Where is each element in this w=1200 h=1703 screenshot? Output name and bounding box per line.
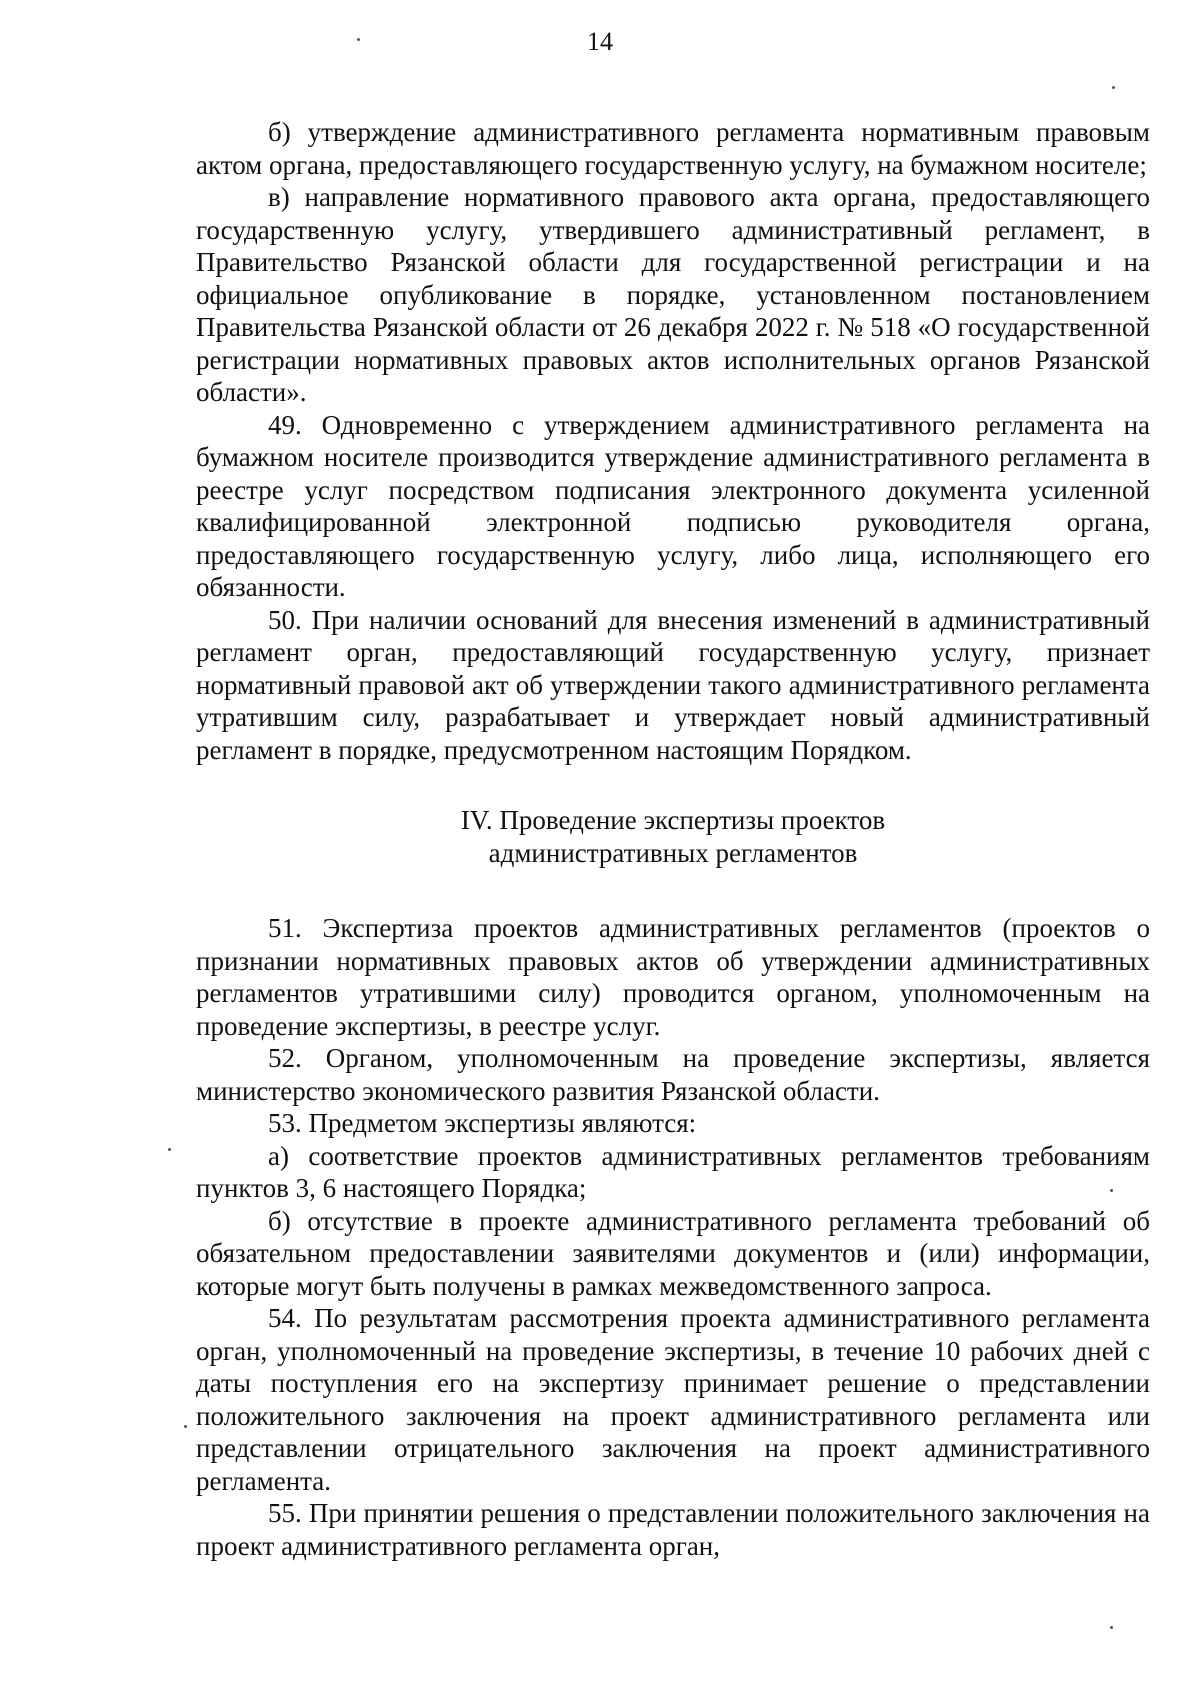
paragraph-50: 50. При наличии оснований для внесения изменений в административный регламент орган, предоставляющий государственную услугу, признает нормативный правовой акт об утверждении такого административного регламента утратившим силу, разрабатывает и утверждает новый административный регламент в порядке, предусмотренном настоящим Порядком. — [196, 604, 1150, 765]
scan-speck — [1110, 1189, 1113, 1192]
scan-speck — [1110, 1626, 1113, 1629]
paragraph-v-submission: в) направление нормативного правового акта органа, предоставляющего государственную услугу, утвердившего административный регламент, в Правительство Рязанской области для государственной регистрации и на официальное опубликование в порядке, установленном постановлением Правительства Рязанской области от 26 декабря 2022 г. № 518 «О государственной регистрации нормативных правовых актов исполнительных органов Рязанской области». — [196, 182, 1150, 407]
paragraph-53-a: а) соответствие проектов административных регламентов требованиям пунктов 3, 6 настоящего Порядка; — [196, 1140, 1150, 1203]
paragraph-54: 54. По результатам рассмотрения проекта административного регламента орган, уполномоченный на проведение экспертизы, в течение 10 рабочих дней с даты поступления его на экспертизу принимает решение о представлении положительного заключения на проект административного регламента или представлении отрицательного заключения на проект административного регламента. — [196, 1303, 1150, 1496]
section-heading-line-2: административных регламентов — [488, 838, 858, 868]
paragraph-51: 51. Экспертиза проектов административных регламентов (проектов о признании нормативных правовых актов об утверждении административных регламентов утратившими силу) проводится органом, уполномоченным на проведение экспертизы, в реестре услуг. — [196, 913, 1150, 1041]
document-body — [196, 116, 1150, 1562]
paragraph-52: 52. Органом, уполномоченным на проведение экспертизы, является министерство экономического развития Рязанской области. — [196, 1043, 1150, 1106]
section-heading-iv — [196, 804, 1150, 870]
page-number: 14 — [587, 27, 613, 56]
scan-speck — [357, 38, 360, 41]
paragraph-49: 49. Одновременно с утверждением административного регламента на бумажном носителе производится утверждение административного регламента в реестре услуг посредством подписания электронного документа усиленной квалифицированной электронной подписью руководителя органа, предоставляющего государственную услугу, либо лица, исполняющего его обязанности. — [196, 409, 1150, 602]
section-heading-line-1: IV. Проведение экспертизы проектов — [460, 805, 886, 835]
scan-speck — [184, 1425, 187, 1428]
scan-speck — [168, 1148, 171, 1151]
paragraph-55: 55. При принятии решения о представлении положительного заключения на проект административного регламента орган, — [196, 1498, 1150, 1561]
scan-speck — [1112, 86, 1115, 89]
paragraph-53-b: б) отсутствие в проекте административного регламента требований об обязательном предоставлении заявителями документов и (или) информации, которые могут быть получены в рамках межведомственного запроса. — [196, 1205, 1150, 1301]
paragraph-53: 53. Предметом экспертизы являются: — [268, 1108, 697, 1138]
paragraph-b-approval: б) утверждение административного регламента нормативным правовым актом органа, предоставляющего государственную услугу, на бумажном носителе; — [196, 117, 1150, 180]
